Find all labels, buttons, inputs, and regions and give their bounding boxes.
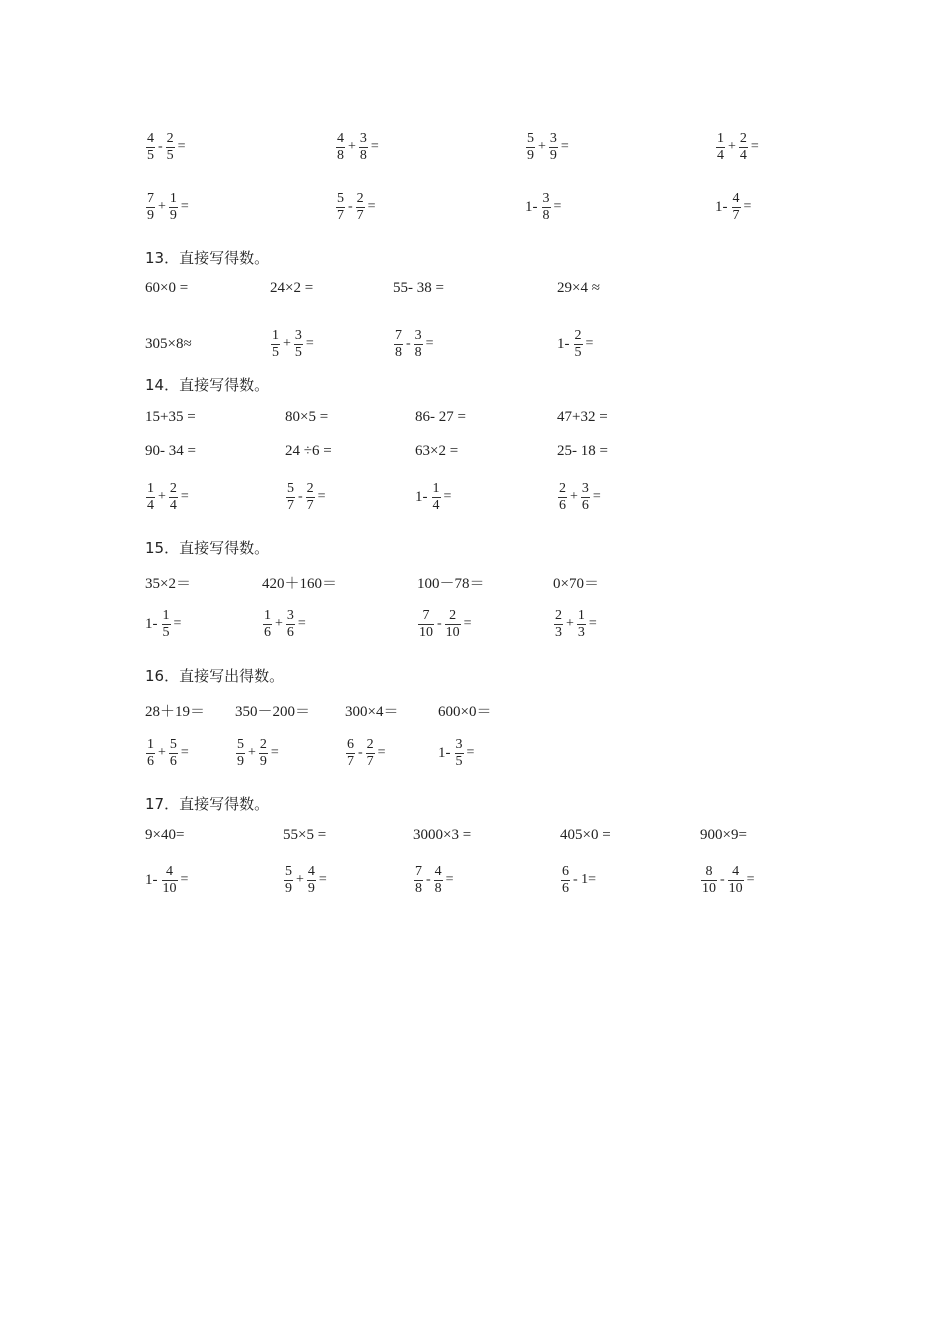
- fraction: [162, 864, 178, 897]
- operator: =: [180, 489, 189, 504]
- fraction: [577, 608, 586, 641]
- math-problem: [525, 127, 571, 167]
- math-problem: [262, 604, 308, 644]
- denominator: 9: [527, 147, 534, 163]
- operator: =: [173, 616, 182, 631]
- math-problem: [262, 562, 337, 602]
- expression-text: 1-: [415, 488, 428, 505]
- fraction: [166, 131, 175, 164]
- math-problem: [235, 690, 310, 730]
- expression-text: 35×2＝: [145, 575, 191, 592]
- numerator: 8: [705, 863, 713, 879]
- fraction: [162, 608, 171, 641]
- expression-text: 300×4＝: [345, 703, 399, 720]
- math-problem: [145, 431, 196, 471]
- denominator: 5: [574, 344, 582, 360]
- numerator: 1: [577, 607, 585, 623]
- math-problem: [393, 268, 444, 308]
- denominator: 6: [264, 624, 271, 640]
- problem-row: [145, 815, 890, 855]
- math-problem: [283, 860, 329, 900]
- numerator: 5: [285, 863, 292, 879]
- math-problem: [525, 187, 563, 227]
- denominator: 5: [272, 344, 279, 360]
- math-problem: [553, 562, 599, 602]
- operator: =: [443, 489, 452, 504]
- math-problem: [715, 187, 753, 227]
- denominator: 10: [702, 880, 716, 896]
- fraction: [346, 737, 355, 770]
- math-problem: [415, 477, 453, 517]
- operator: =: [746, 872, 755, 887]
- expression-text: 47+32 =: [557, 408, 608, 425]
- operator: =: [177, 139, 186, 154]
- numerator: 2: [559, 480, 566, 496]
- denominator: 8: [414, 344, 422, 360]
- operator: -: [348, 199, 353, 214]
- math-problem: [285, 431, 332, 471]
- expression-text: 405×0 =: [560, 826, 611, 843]
- denominator: 3: [555, 624, 562, 640]
- numerator: 4: [732, 863, 740, 879]
- problem-row: [145, 187, 890, 227]
- numerator: 3: [549, 130, 557, 146]
- numerator: 7: [415, 863, 422, 879]
- denominator: 7: [287, 497, 294, 513]
- fraction: [366, 737, 375, 770]
- denominator: 5: [166, 147, 174, 163]
- math-problem: [270, 324, 316, 364]
- operator: +: [283, 336, 291, 351]
- fraction: [306, 481, 315, 514]
- denominator: 4: [739, 147, 747, 163]
- operator: +: [538, 139, 546, 154]
- operator: +: [296, 872, 304, 887]
- operator: =: [297, 616, 306, 631]
- section-heading: 13．直接写得数。: [145, 249, 270, 267]
- expression-text: 24 ÷6 =: [285, 442, 332, 459]
- fraction: [307, 864, 316, 897]
- math-problem: [145, 690, 205, 730]
- problem-row: [145, 604, 890, 644]
- numerator: 1: [169, 190, 177, 206]
- operator: =: [463, 616, 472, 631]
- operator: =: [317, 489, 326, 504]
- problem-row: [145, 860, 890, 900]
- operator: =: [560, 139, 569, 154]
- numerator: 1: [432, 480, 440, 496]
- numerator: 2: [739, 130, 747, 146]
- fraction: [236, 737, 245, 770]
- operator: +: [158, 745, 166, 760]
- fraction: [336, 131, 345, 164]
- operator: -: [406, 336, 411, 351]
- math-problem: [283, 815, 326, 855]
- expression-text: 1-: [525, 198, 538, 215]
- math-problem: [393, 324, 436, 364]
- numerator: 2: [449, 607, 457, 623]
- operator: =: [750, 139, 759, 154]
- expression-text: 60×0 =: [145, 279, 189, 296]
- numerator: 5: [337, 190, 344, 206]
- expression-text: 305×8≈: [145, 335, 192, 352]
- fraction: [561, 864, 570, 897]
- denominator: 6: [559, 497, 566, 513]
- fraction: [716, 131, 725, 164]
- numerator: 1: [717, 130, 724, 146]
- fraction: [259, 737, 268, 770]
- operator: =: [318, 872, 327, 887]
- expression-text: 55- 38 =: [393, 279, 444, 296]
- denominator: 5: [294, 344, 302, 360]
- fraction: [146, 481, 155, 514]
- section-heading: 14．直接写得数。: [145, 376, 270, 394]
- math-problem: [335, 127, 381, 167]
- operator: +: [275, 616, 283, 631]
- fraction: [554, 608, 563, 641]
- denominator: 4: [432, 497, 440, 513]
- numerator: 2: [306, 480, 314, 496]
- fraction: [146, 191, 155, 224]
- expression-text: 600×0＝: [438, 703, 492, 720]
- fraction: [336, 191, 345, 224]
- fraction: [445, 608, 461, 641]
- fraction: [146, 737, 155, 770]
- problem-row: [145, 562, 890, 602]
- problem-row: [145, 477, 890, 517]
- numerator: 1: [272, 327, 279, 343]
- fraction: [356, 191, 365, 224]
- expression-text: 90- 34 =: [145, 442, 196, 459]
- operator: +: [348, 139, 356, 154]
- numerator: 1: [162, 607, 170, 623]
- numerator: 5: [169, 736, 177, 752]
- denominator: 9: [169, 207, 177, 223]
- fraction: [263, 608, 272, 641]
- denominator: 10: [728, 880, 743, 896]
- section-heading: 15．直接写得数。: [145, 539, 270, 557]
- numerator: 2: [356, 190, 364, 206]
- denominator: 4: [169, 497, 177, 513]
- operator: =: [553, 199, 562, 214]
- problem-row: [145, 431, 890, 471]
- numerator: 2: [574, 327, 582, 343]
- denominator: 9: [307, 880, 315, 896]
- numerator: 2: [555, 607, 562, 623]
- operator: =: [743, 199, 752, 214]
- fraction: [394, 328, 403, 361]
- fraction: [574, 328, 583, 361]
- operator: -: [437, 616, 442, 631]
- fraction: [169, 481, 178, 514]
- numerator: 1: [147, 480, 154, 496]
- numerator: 4: [732, 190, 740, 206]
- math-problem: [417, 562, 485, 602]
- fraction: [414, 328, 423, 361]
- numerator: 4: [337, 130, 344, 146]
- math-problem: [145, 268, 188, 308]
- denominator: 10: [445, 624, 460, 640]
- denominator: 9: [549, 147, 557, 163]
- denominator: 10: [162, 880, 177, 896]
- numerator: 4: [307, 863, 315, 879]
- math-problem: [417, 604, 474, 644]
- expression-text: 25- 18 =: [557, 442, 608, 459]
- numerator: 3: [359, 130, 367, 146]
- operator: =: [270, 745, 279, 760]
- math-problem: [438, 690, 491, 730]
- math-problem: [145, 562, 191, 602]
- numerator: 1: [147, 736, 154, 752]
- denominator: 6: [286, 624, 294, 640]
- operator: =: [466, 745, 475, 760]
- denominator: 6: [562, 880, 569, 896]
- fraction: [414, 864, 423, 897]
- operator: -: [158, 139, 163, 154]
- fraction: [432, 481, 441, 514]
- expression-text: 1-: [715, 198, 728, 215]
- fraction: [271, 328, 280, 361]
- math-problem: [557, 477, 603, 517]
- operator: =: [367, 199, 376, 214]
- operator: -: [298, 489, 303, 504]
- math-problem: [413, 815, 471, 855]
- problem-row: [145, 127, 890, 167]
- numerator: 2: [259, 736, 267, 752]
- numerator: 3: [455, 736, 463, 752]
- fraction: [359, 131, 368, 164]
- numerator: 1: [264, 607, 271, 623]
- numerator: 4: [434, 863, 442, 879]
- math-problem: [415, 431, 458, 471]
- numerator: 2: [166, 130, 174, 146]
- math-problem: [345, 690, 398, 730]
- math-problem: [145, 127, 188, 167]
- fraction: [739, 131, 748, 164]
- expression-text: 24×2 =: [270, 279, 314, 296]
- expression-text: 3000×3 =: [413, 826, 472, 843]
- expression-text: 15+35 =: [145, 408, 196, 425]
- expression-text: 1-: [145, 871, 158, 888]
- operator: +: [158, 489, 166, 504]
- fraction: [294, 328, 303, 361]
- fraction: [558, 481, 567, 514]
- math-problem: [270, 268, 313, 308]
- denominator: 4: [147, 497, 154, 513]
- problem-row: [145, 268, 890, 308]
- math-problem: [557, 324, 595, 364]
- denominator: 6: [581, 497, 589, 513]
- numerator: 3: [542, 190, 550, 206]
- denominator: 7: [347, 753, 354, 769]
- fraction: [169, 191, 178, 224]
- expression-text: 350－200＝: [235, 703, 311, 720]
- denominator: 10: [419, 624, 433, 640]
- numerator: 5: [527, 130, 534, 146]
- fraction: [286, 608, 295, 641]
- math-problem: [700, 815, 747, 855]
- denominator: 5: [455, 753, 463, 769]
- fraction: [581, 481, 590, 514]
- denominator: 8: [395, 344, 402, 360]
- denominator: 7: [306, 497, 314, 513]
- operator: =: [592, 489, 601, 504]
- denominator: 8: [434, 880, 442, 896]
- fraction: [701, 864, 717, 897]
- denominator: 7: [366, 753, 374, 769]
- denominator: 7: [356, 207, 364, 223]
- denominator: 8: [415, 880, 422, 896]
- operator: =: [180, 199, 189, 214]
- expression-text: 63×2 =: [415, 442, 459, 459]
- operator: -: [426, 872, 431, 887]
- numerator: 5: [287, 480, 294, 496]
- fraction: [146, 131, 155, 164]
- numerator: 7: [395, 327, 402, 343]
- fraction: [732, 191, 741, 224]
- math-problem: [700, 860, 757, 900]
- section-heading: 16．直接写出得数。: [145, 667, 285, 685]
- operator: +: [570, 489, 578, 504]
- numerator: 2: [366, 736, 374, 752]
- fraction: [549, 131, 558, 164]
- expression-text: 1-: [557, 335, 570, 352]
- expression-text: 100－78＝: [417, 575, 485, 592]
- expression-text: 420＋160＝: [262, 575, 338, 592]
- math-problem: [145, 733, 191, 773]
- operator: =: [588, 616, 597, 631]
- math-problem: [145, 187, 191, 227]
- numerator: 6: [347, 736, 354, 752]
- math-problem: [557, 268, 600, 308]
- denominator: 7: [732, 207, 740, 223]
- expression-text: 1-: [438, 744, 451, 761]
- denominator: 6: [169, 753, 177, 769]
- fraction: [455, 737, 464, 770]
- denominator: 9: [285, 880, 292, 896]
- fraction: [418, 608, 434, 641]
- expression-text: 80×5 =: [285, 408, 329, 425]
- operator: =: [585, 336, 594, 351]
- numerator: 3: [414, 327, 422, 343]
- math-problem: [145, 477, 191, 517]
- problem-row: [145, 733, 890, 773]
- problem-row: [145, 690, 890, 730]
- fraction: [284, 864, 293, 897]
- fraction: [542, 191, 551, 224]
- operator: +: [728, 139, 736, 154]
- operator: =: [180, 745, 189, 760]
- operator: =: [445, 872, 454, 887]
- math-problem: [557, 431, 608, 471]
- section-heading: 17．直接写得数。: [145, 795, 270, 813]
- numerator: 3: [581, 480, 589, 496]
- numerator: 4: [147, 130, 154, 146]
- operator: =: [425, 336, 434, 351]
- denominator: 8: [359, 147, 367, 163]
- math-problem: [145, 815, 184, 855]
- math-problem: [413, 860, 456, 900]
- expression-text: 55×5 =: [283, 826, 327, 843]
- math-problem: [560, 815, 611, 855]
- operator: +: [566, 616, 574, 631]
- math-problem: [145, 860, 190, 900]
- numerator: 5: [237, 736, 244, 752]
- numerator: 3: [294, 327, 302, 343]
- operator: -: [358, 745, 363, 760]
- problem-row: [145, 324, 890, 364]
- math-problem: [335, 187, 378, 227]
- math-problem: [438, 733, 476, 773]
- fraction: [526, 131, 535, 164]
- numerator: 4: [166, 863, 173, 879]
- operator: +: [248, 745, 256, 760]
- math-problem: [145, 604, 183, 644]
- expression-text: 28＋19＝: [145, 703, 206, 720]
- numerator: 3: [286, 607, 294, 623]
- operator: +: [158, 199, 166, 214]
- operator: -: [720, 872, 725, 887]
- fraction: [169, 737, 178, 770]
- denominator: 5: [147, 147, 154, 163]
- operator: =: [305, 336, 314, 351]
- denominator: 4: [717, 147, 724, 163]
- fraction: [286, 481, 295, 514]
- numerator: 2: [169, 480, 177, 496]
- expression-text: 900×9=: [700, 826, 747, 843]
- math-problem: [235, 733, 281, 773]
- math-problem: [285, 477, 328, 517]
- math-problem: [345, 733, 388, 773]
- denominator: 3: [577, 624, 585, 640]
- denominator: 8: [337, 147, 344, 163]
- denominator: 7: [337, 207, 344, 223]
- expression-text: 0×70＝: [553, 575, 599, 592]
- math-problem: [715, 127, 761, 167]
- operator: =: [180, 872, 189, 887]
- expression-text: 86- 27 =: [415, 408, 466, 425]
- denominator: 8: [542, 207, 550, 223]
- expression-text: 9×40=: [145, 826, 185, 843]
- operator: =: [370, 139, 379, 154]
- fraction: [434, 864, 443, 897]
- numerator: 6: [562, 863, 569, 879]
- denominator: 9: [147, 207, 154, 223]
- numerator: 7: [147, 190, 154, 206]
- denominator: 5: [162, 624, 170, 640]
- operator: =: [377, 745, 386, 760]
- denominator: 6: [147, 753, 154, 769]
- math-problem: [553, 604, 599, 644]
- math-problem: [560, 860, 598, 900]
- operator: - 1=: [573, 872, 597, 887]
- fraction: [728, 864, 744, 897]
- denominator: 9: [259, 753, 267, 769]
- numerator: 7: [422, 607, 430, 623]
- expression-text: 29×4 ≈: [557, 279, 600, 296]
- denominator: 9: [237, 753, 244, 769]
- expression-text: 1-: [145, 615, 158, 632]
- math-problem: [145, 324, 192, 364]
